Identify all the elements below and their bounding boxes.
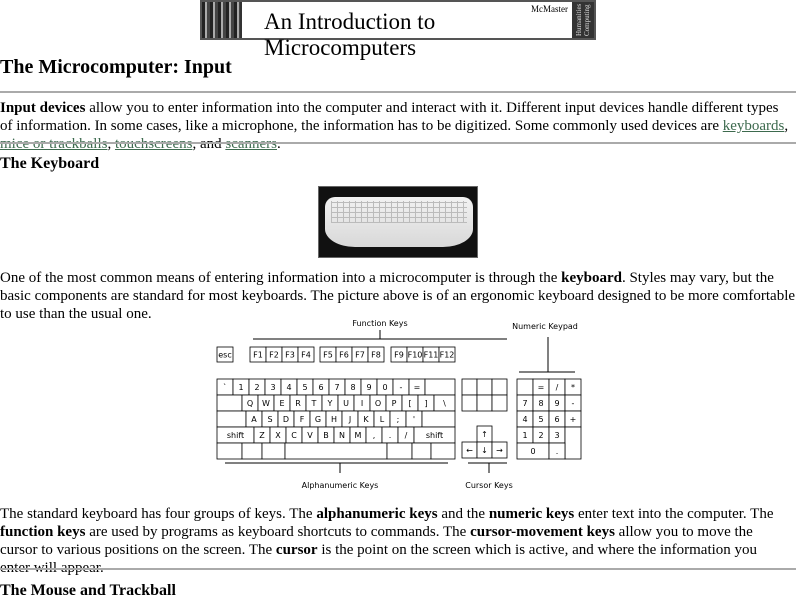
- diagram-key: [517, 379, 533, 395]
- diagram-key-label: F1: [253, 350, 263, 360]
- diagram-key-label: F7: [355, 350, 365, 360]
- diagram-key: [425, 379, 455, 395]
- diagram-key-label: *: [571, 383, 575, 392]
- page-title: The Microcomputer: Input: [0, 56, 232, 78]
- diagram-key-label: C: [291, 431, 297, 440]
- link-touchscreens[interactable]: touchscreens: [114, 136, 193, 152]
- diagram-key-label: H: [330, 415, 338, 424]
- diagram-key-label: L: [379, 415, 385, 424]
- bold-term: cursor: [275, 542, 318, 558]
- diagram-key-label: S: [267, 415, 273, 424]
- diagram-key: [462, 395, 477, 411]
- intro-text: allow you to enter information into the computer and interact with it. Different input devices handle different types of information. In some cases, like a microphone, the information has to be digitized. Some commonly used devices are: [0, 100, 779, 134]
- numeric-keypad-bracket: [519, 337, 575, 372]
- diagram-key-label: F10: [407, 350, 423, 360]
- diagram-key: [242, 443, 262, 459]
- diagram-key-label: shift: [226, 431, 245, 440]
- divider: [0, 568, 796, 570]
- banner-mcmaster: McMaster: [531, 4, 568, 14]
- diagram-key: [462, 379, 477, 395]
- ergonomic-keyboard-photo: [318, 186, 478, 258]
- diagram-key-label: esc: [218, 350, 232, 360]
- diagram-key-label: A: [251, 415, 257, 424]
- link-mice-trackballs[interactable]: mice or trackballs: [0, 136, 108, 152]
- diagram-key-label: `: [223, 383, 227, 392]
- bold-term: numeric keys: [488, 506, 575, 522]
- diagram-key-label: Y: [327, 399, 333, 408]
- bold-term: cursor-movement keys: [470, 524, 615, 540]
- sep: ,: [784, 118, 789, 134]
- diagram-key-label: N: [339, 431, 345, 440]
- diagram-key-label: F6: [339, 350, 349, 360]
- keyboard-heading: The Keyboard: [0, 155, 100, 172]
- diagram-key: [477, 379, 492, 395]
- key-groups-paragraph: [0, 505, 790, 577]
- mouse-heading: The Mouse and Trackball: [0, 582, 176, 599]
- text: The standard keyboard has four groups of keys. The: [0, 506, 317, 522]
- diagram-key-label: ↓: [481, 446, 488, 455]
- cursor-keys-label: Cursor Keys: [465, 481, 513, 490]
- diagram-key: [492, 379, 507, 395]
- diagram-key-label: ;: [396, 415, 400, 424]
- diagram-key-label: 6: [318, 383, 324, 392]
- diagram-key-label: F5: [323, 350, 333, 360]
- diagram-key-label: G: [314, 415, 322, 424]
- numeric-keypad-label: Numeric Keypad: [512, 322, 578, 331]
- diagram-key-label: M: [354, 431, 362, 440]
- diagram-key-label: ↑: [481, 430, 488, 439]
- diagram-key-label: F12: [439, 350, 455, 360]
- diagram-key-label: 4: [286, 383, 292, 392]
- diagram-key-label: V: [307, 431, 313, 440]
- diagram-key-label: 0: [530, 447, 536, 456]
- intro-paragraph: [0, 99, 790, 153]
- diagram-key: [477, 395, 492, 411]
- bold-term: function keys: [0, 524, 86, 540]
- banner-logo-image: [202, 2, 242, 38]
- intro-bold: Input devices: [0, 100, 86, 116]
- text: . Styles may vary, but the basic components are standard for most keyboards. The picture above is of an ergonomic keyboard designed to be more comfortable to use than the usual one.: [0, 270, 796, 322]
- diagram-key-label: 8: [350, 383, 356, 392]
- diagram-key: [387, 443, 412, 459]
- diagram-key: [285, 443, 387, 459]
- keyboard-diagram: [210, 310, 590, 500]
- diagram-key-label: ,: [372, 431, 376, 440]
- diagram-key-label: Z: [259, 431, 265, 440]
- diagram-key-label: ]: [424, 399, 428, 408]
- diagram-key-label: T: [311, 399, 317, 408]
- diagram-key-label: F11: [423, 350, 439, 360]
- banner-title: An Introduction to Microcomputers: [264, 9, 436, 60]
- diagram-key-label: 7: [522, 399, 528, 408]
- diagram-key-label: →: [496, 446, 503, 455]
- banner-side-text: Humanities Computing: [572, 2, 594, 38]
- diagram-key: [217, 411, 246, 427]
- diagram-key-label: 1: [522, 431, 528, 440]
- diagram-key: [565, 427, 581, 459]
- diagram-key-label: 5: [538, 415, 544, 424]
- diagram-key-label: W: [262, 399, 270, 408]
- cursor-keys-bracket: [468, 463, 507, 473]
- diagram-key-label: 3: [554, 431, 560, 440]
- diagram-key-label: F9: [394, 350, 404, 360]
- diagram-key-label: J: [348, 415, 352, 424]
- diagram-key-label: =: [413, 383, 421, 392]
- text: enter text into the computer. The: [574, 506, 774, 522]
- bold-term: alphanumeric keys: [316, 506, 438, 522]
- diagram-key-label: O: [374, 399, 382, 408]
- diagram-key-label: \: [443, 399, 446, 408]
- diagram-key-label: 9: [366, 383, 372, 392]
- bold-term: keyboard: [561, 270, 622, 286]
- diagram-key-label: 2: [254, 383, 260, 392]
- diagram-key-label: 9: [554, 399, 560, 408]
- diagram-key-label: /: [555, 383, 559, 392]
- site-banner: [200, 0, 596, 60]
- diagram-key-label: X: [275, 431, 281, 440]
- diagram-key-label: 5: [302, 383, 308, 392]
- diagram-key-label: K: [363, 415, 369, 424]
- text: are used by programs as keyboard shortcuts to commands. The: [85, 524, 471, 540]
- diagram-key-label: I: [360, 399, 364, 408]
- alphanumeric-keys-bracket: [225, 463, 448, 473]
- divider: [0, 91, 796, 93]
- sep: ,: [107, 136, 115, 152]
- diagram-key-label: shift: [425, 431, 444, 440]
- diagram-key-label: 6: [554, 415, 560, 424]
- text: is the point on the screen which is active, and where the information you enter will appear.: [0, 542, 758, 576]
- diagram-key: [217, 443, 242, 459]
- diagram-key-label: =: [537, 383, 545, 392]
- diagram-key-label: .: [555, 447, 559, 456]
- diagram-key-label: F: [299, 415, 305, 424]
- diagram-key-label: /: [404, 431, 408, 440]
- diagram-key-label: F3: [285, 350, 295, 360]
- diagram-key-label: 8: [538, 399, 544, 408]
- diagram-key-label: 0: [382, 383, 388, 392]
- diagram-key-label: 2: [538, 431, 544, 440]
- text: and the: [437, 506, 489, 522]
- diagram-key-label: U: [343, 399, 349, 408]
- diagram-key-label: ←: [466, 446, 473, 455]
- diagram-key-label: D: [282, 415, 290, 424]
- function-keys-bracket: [253, 330, 507, 339]
- diagram-key-label: E: [279, 399, 285, 408]
- diagram-key-label: 1: [238, 383, 244, 392]
- diagram-key-label: [: [408, 399, 412, 408]
- link-scanners[interactable]: scanners: [225, 136, 278, 152]
- divider: [0, 142, 796, 144]
- diagram-key: [431, 443, 455, 459]
- diagram-key-label: 4: [522, 415, 528, 424]
- diagram-key-label: +: [569, 415, 577, 424]
- function-keys-label: Function Keys: [352, 319, 408, 328]
- diagram-key: [412, 443, 431, 459]
- diagram-key: [492, 395, 507, 411]
- diagram-key-label: Q: [246, 399, 254, 408]
- diagram-key-label: 3: [270, 383, 276, 392]
- diagram-key: [422, 411, 455, 427]
- diagram-key-label: P: [391, 399, 397, 408]
- link-keyboards[interactable]: keyboards: [722, 118, 785, 134]
- sep: , and: [192, 136, 226, 152]
- diagram-key-label: ': [412, 415, 416, 424]
- diagram-key-label: 7: [334, 383, 340, 392]
- text: allow you to move the cursor to various positions on the screen. The: [0, 524, 753, 558]
- alphanumeric-keys-label: Alphanumeric Keys: [301, 481, 379, 490]
- diagram-key-label: F4: [301, 350, 311, 360]
- diagram-key-label: B: [323, 431, 329, 440]
- diagram-key-label: F8: [371, 350, 381, 360]
- text: One of the most common means of entering information into a microcomputer is through the: [0, 270, 562, 286]
- sep: .: [277, 136, 281, 152]
- diagram-key: [262, 443, 285, 459]
- diagram-key-label: F2: [269, 350, 279, 360]
- diagram-key-label: -: [571, 399, 575, 408]
- diagram-key-label: -: [399, 383, 403, 392]
- diagram-key-label: R: [295, 399, 301, 408]
- diagram-key: [217, 395, 242, 411]
- diagram-key-label: .: [388, 431, 392, 440]
